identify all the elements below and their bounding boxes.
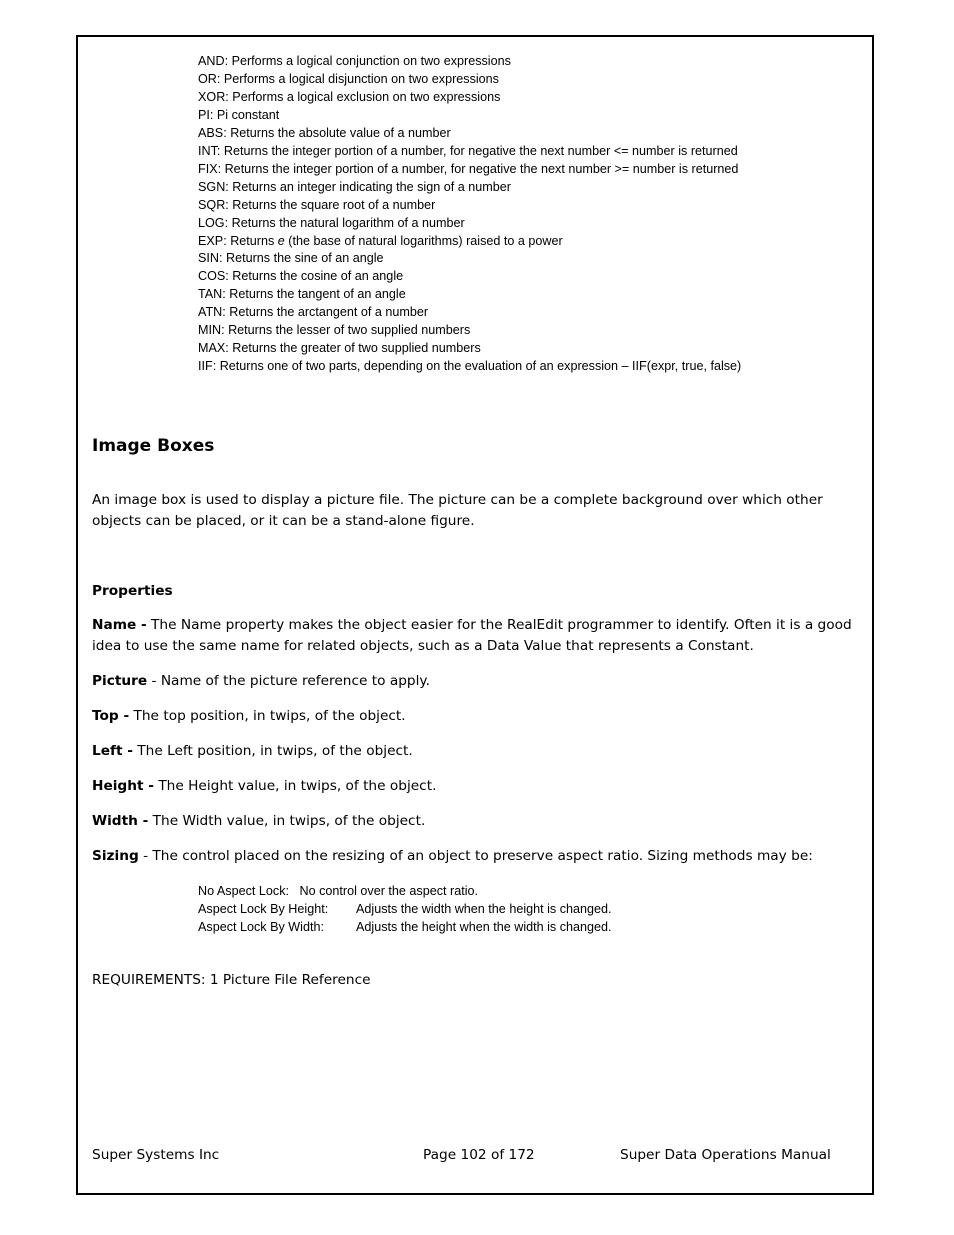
- property-top-label: Top -: [92, 708, 130, 724]
- property-picture-label: Picture: [92, 673, 148, 689]
- sizing-method-label: No Aspect Lock:: [198, 884, 290, 898]
- function-item-sqr: SQR: Returns the square root of a number: [198, 197, 436, 212]
- function-item-fix: FIX: Returns the integer portion of a number, for negative the next number >= number is returned: [198, 161, 739, 176]
- function-item-pi: PI: Pi constant: [198, 107, 280, 122]
- function-item-atn: ATN: Returns the arctangent of a number: [198, 305, 429, 320]
- sizing-method-row: [198, 882, 612, 900]
- function-item-tan: TAN: Returns the tangent of an angle: [198, 287, 406, 302]
- sizing-method-no-lock: [198, 882, 612, 900]
- properties-heading: Properties: [92, 583, 173, 599]
- property-height-text: The Height value, in twips, of the object.: [153, 778, 437, 794]
- sizing-methods-table: [198, 882, 612, 936]
- property-sizing-text: - The control placed on the resizing of an object to preserve aspect ratio. Sizing methods may be:: [138, 848, 813, 864]
- function-item-sin: SIN: Returns the sine of an angle: [198, 251, 384, 266]
- sizing-method-description: Adjusts the height when the width is changed.: [356, 920, 612, 934]
- property-top-text: The top position, in twips, of the object.: [129, 708, 406, 724]
- property-width: [92, 811, 862, 832]
- property-picture-text: - Name of the picture reference to apply.: [147, 673, 430, 689]
- function-item-min: MIN: Returns the lesser of two supplied numbers: [198, 323, 471, 338]
- footer-page-number: Page 102 of 172: [423, 1147, 535, 1163]
- property-height: [92, 776, 862, 797]
- exp-text-after: (the base of natural logarithms) raised to a power: [284, 233, 563, 248]
- footer-company: Super Systems Inc: [92, 1147, 220, 1163]
- requirements-text: REQUIREMENTS: 1 Picture File Reference: [92, 972, 371, 988]
- function-item-xor: XOR: Performs a logical exclusion on two expressions: [198, 89, 501, 104]
- footer-manual-title: Super Data Operations Manual: [620, 1147, 831, 1163]
- property-picture: [92, 671, 862, 692]
- function-item-or: OR: Performs a logical disjunction on two expressions: [198, 71, 499, 86]
- sizing-method-label: Aspect Lock By Width:: [198, 920, 324, 934]
- sizing-method-label: Aspect Lock By Height:: [198, 902, 329, 916]
- function-item-iif: IIF: Returns one of two parts, depending on the evaluation of an expression – IIF(expr, true, false): [198, 359, 742, 374]
- exp-italic-e: e: [277, 233, 285, 248]
- property-top: [92, 706, 862, 727]
- function-item-sgn: SGN: Returns an integer indicating the sign of a number: [198, 179, 511, 194]
- intro-paragraph: An image box is used to display a picture file. The picture can be a complete background over which other objects can be placed, or it can be a stand-alone figure.: [92, 492, 823, 529]
- function-item-int: INT: Returns the integer portion of a number, for negative the next number <= number is returned: [198, 143, 738, 158]
- property-width-text: The Width value, in twips, of the object.: [148, 813, 426, 829]
- function-item-exp: [198, 233, 741, 251]
- sizing-method-description: Adjusts the width when the height is changed.: [356, 902, 612, 916]
- function-item-and: AND: Performs a logical conjunction on two expressions: [198, 54, 511, 68]
- sizing-method-row: [198, 918, 612, 936]
- sizing-method-description: No control over the aspect ratio.: [299, 884, 479, 898]
- property-name-label: Name -: [92, 617, 147, 633]
- property-sizing: [92, 846, 862, 867]
- section-heading: Image Boxes: [92, 436, 215, 456]
- function-item-max: MAX: Returns the greater of two supplied numbers: [198, 341, 481, 356]
- function-list: [198, 53, 741, 376]
- function-item-cos: COS: Returns the cosine of an angle: [198, 269, 404, 284]
- property-width-label: Width -: [92, 813, 149, 829]
- property-height-label: Height -: [92, 778, 154, 794]
- sizing-method-row: [198, 900, 612, 918]
- function-item-log: LOG: Returns the natural logarithm of a number: [198, 215, 465, 230]
- function-item-abs: ABS: Returns the absolute value of a number: [198, 125, 451, 140]
- property-sizing-label: Sizing: [92, 848, 139, 864]
- property-left: [92, 741, 862, 762]
- property-left-text: The Left position, in twips, of the object.: [132, 743, 413, 759]
- property-name-text: The Name property makes the object easier for the RealEdit programmer to identify. Often it is a good idea to use the same name for related objects, such as a Data Value that represents a Constant.: [92, 617, 852, 654]
- property-name: [92, 615, 862, 657]
- exp-text-before: EXP: Returns: [198, 233, 278, 248]
- property-left-label: Left -: [92, 743, 133, 759]
